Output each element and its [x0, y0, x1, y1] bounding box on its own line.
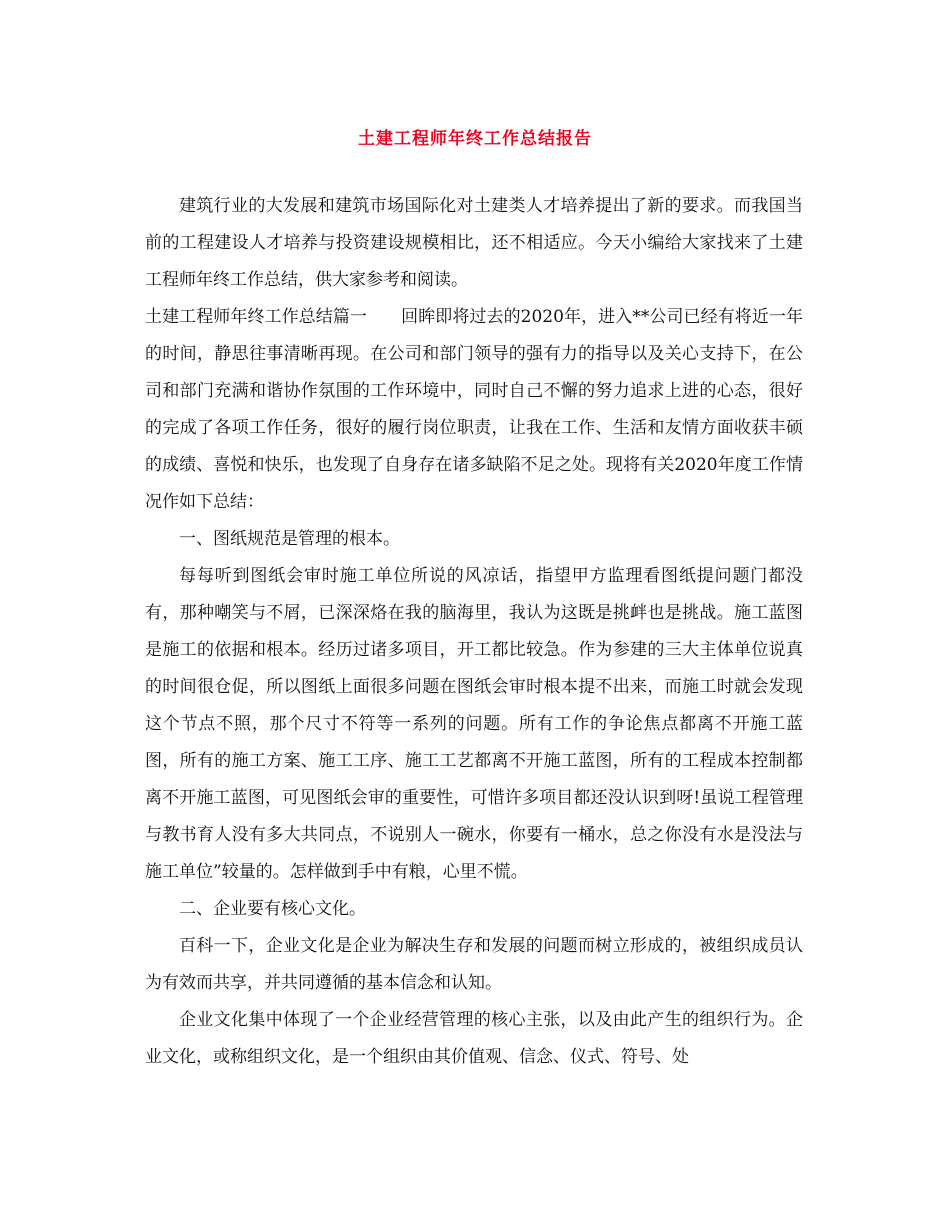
paragraph-culture-detail: 企业文化集中体现了一个企业经营管理的核心主张，以及由此产生的组织行为。企业文化，或称组织文化，是一个组织由其价值观、信念、仪式、符号、处 [145, 1010, 803, 1067]
paragraph-drawings: 每每听到图纸会审时施工单位所说的风凉话，指望甲方监理看图纸提问题门都没有，那种嘲笑与不屑，已深深烙在我的脑海里，我认为这既是挑衅也是挑战。施工蓝图是施工的依据和根本。经历过诸多项目，开工都比较急。作为参建的三大主体单位说真的时间很仓促，所以图纸上面很多问题在图纸会审时根本提不出来，而施工时就会发现这个节点不照，那个尺寸不符等一系列的问题。所有工作的争论焦点都离不开施工蓝图，所有的施工方案、施工工序、施工工艺都离不开施工蓝图，所有的工程成本控制都离不开施工蓝图，可见图纸会审的重要性，可惜许多项目都还没认识到呀!虽说工程管理与教书育人没有多大共同点，不说别人一碗水，你要有一桶水，总之你没有水是没法与施工单位”较量的。怎样做到手中有粮，心里不慌。 [145, 566, 803, 882]
document-title: 土建工程师年终工作总结报告 [358, 129, 592, 149]
paragraph-culture-definition: 百科一下，企业文化是企业为解决生存和发展的问题而树立形成的，被组织成员认为有效而共享，并共同遵循的基本信念和认知。 [145, 936, 803, 993]
section-heading-culture: 二、企业要有核心文化。 [179, 899, 366, 919]
paragraph-part-one-opening: 土建工程师年终工作总结篇一 回眸即将过去的2020年，进入**公司已经有将近一年的时间，静思往事清晰再现。在公司和部门领导的强有力的指导以及关心支持下，在公司和部门充满和谐协作氛围的工作环境中，同时自己不懈的努力追求上进的心态，很好的完成了各项工作任务，很好的履行岗位职责，让我在工作、生活和友情方面收获丰硕的成绩、喜悦和快乐，也发现了自身存在诸多缺陷不足之处。现将有关2020年度工作情况作如下总结： [145, 307, 803, 512]
paragraph-intro: 建筑行业的大发展和建筑市场国际化对土建类人才培养提出了新的要求。而我国当前的工程建设人才培养与投资建设规模相比，还不相适应。今天小编给大家找来了土建工程师年终工作总结，供大家参考和阅读。 [145, 196, 803, 290]
document-body [145, 188, 803, 1076]
section-heading-drawings: 一、图纸规范是管理的根本。 [179, 529, 400, 549]
